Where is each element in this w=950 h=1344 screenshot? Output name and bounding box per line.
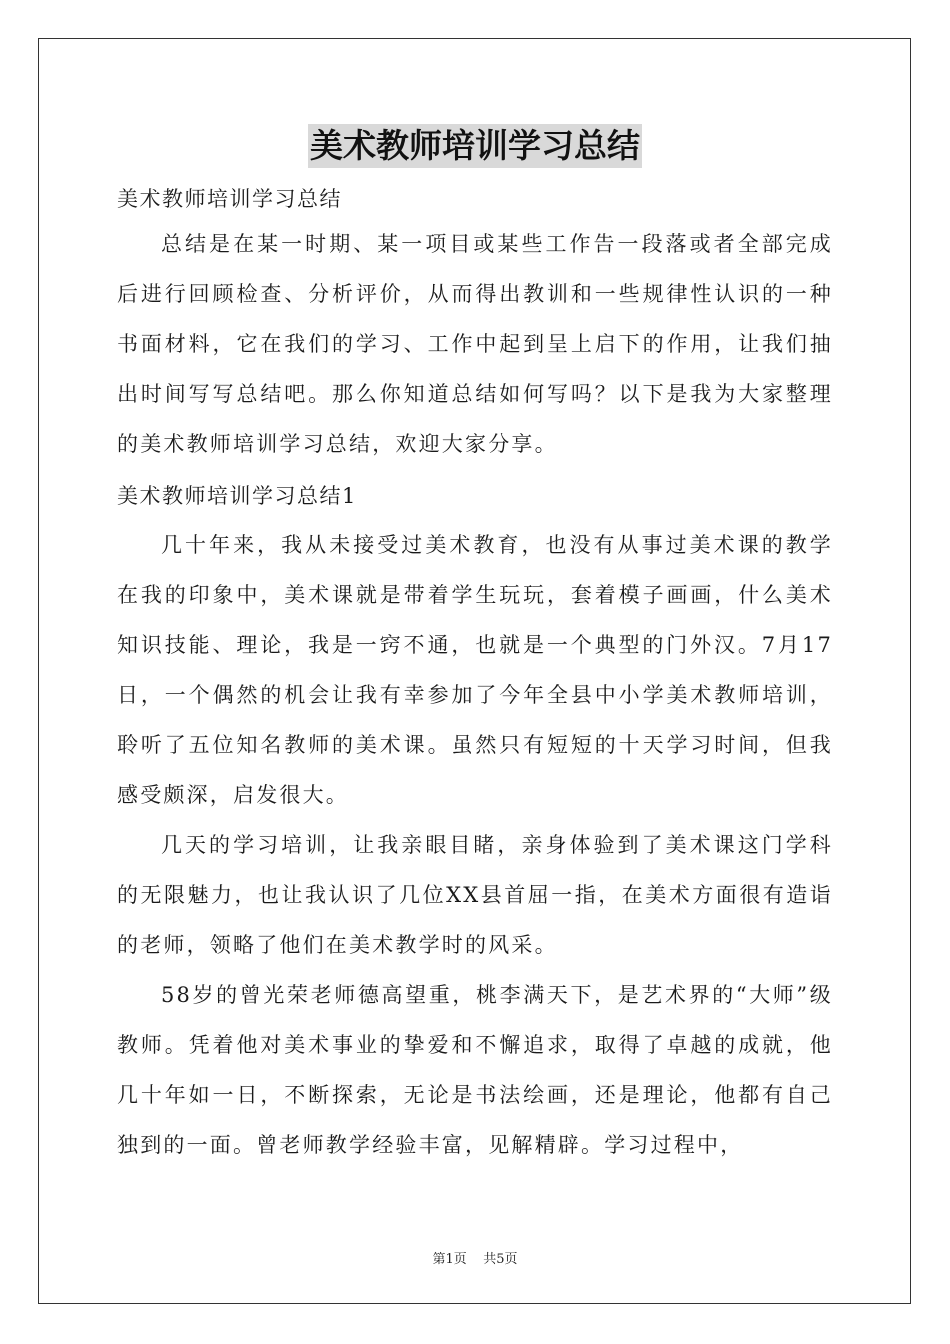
document-subtitle: 美术教师培训学习总结 [117, 187, 342, 211]
section-heading: 美术教师培训学习总结1 [117, 484, 357, 508]
total-pages: 共5页 [483, 1252, 518, 1267]
intro-paragraph: 总结是在某一时期、某一项目或某些工作告一段落或者全部完成后进行回顾检查、分析评价，从而得出教训和一些规律性认识的一种书面材料，它在我们的学习、工作中起到呈上启下的作用，让我们抽出时间写写总结吧。那么你知道总结如何写吗？以下是我为大家整理的美术教师培训学习总结，欢迎大家分享。 [117, 232, 833, 456]
footer-gap [467, 1252, 484, 1267]
body-paragraph-1: 几十年来，我从未接受过美术教育，也没有从事过美术课的教学在我的印象中，美术课就是带着学生玩玩，套着模子画画，什么美术知识技能、理论，我是一窍不通，也就是一个典型的门外汉。7月17日，一个偶然的机会让我有幸参加了今年全县中小学美术教师培训，聆听了五位知名教师的美术课。虽然只有短短的十天学习时间，但我感受颇深，启发很大。 [117, 533, 833, 807]
body-paragraph-3: 58岁的曾光荣老师德高望重，桃李满天下，是艺术界的“大师”级教师。凭着他对美术事业的挚爱和不懈追求，取得了卓越的成就，他几十年如一日，不断探索，无论是书法绘画，还是理论，他都有自己独到的一面。曾老师教学经验丰富，见解精辟。学习过程中， [117, 983, 833, 1157]
title-container [0, 124, 950, 168]
document-title: 美术教师培训学习总结 [308, 124, 642, 168]
body-paragraph-2: 几天的学习培训，让我亲眼目睹，亲身体验到了美术课这门学科的无限魅力，也让我认识了几位XX县首屈一指，在美术方面很有造诣的老师，领略了他们在美术教学时的风采。 [117, 833, 833, 957]
document-body [117, 180, 833, 1170]
page-footer [0, 1248, 950, 1267]
page-number: 第1页 [432, 1252, 467, 1267]
